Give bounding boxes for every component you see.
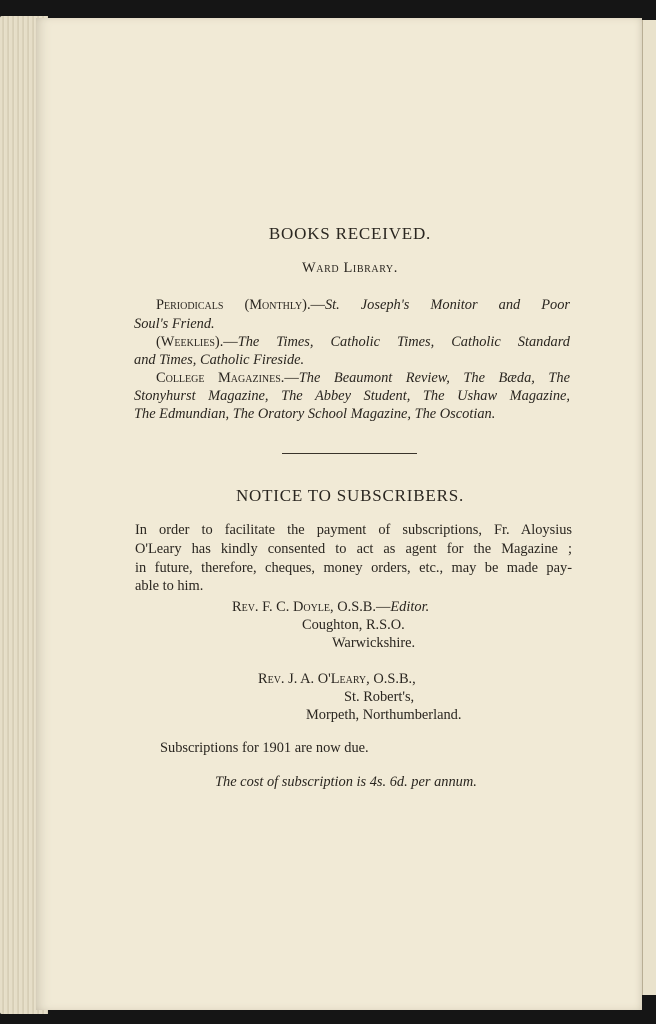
- college-label: College Magazines.—: [156, 370, 299, 386]
- subscriptions-due: Subscriptions for 1901 are now due.: [160, 740, 369, 756]
- periodicals-text-1: St. Joseph's Monitor and Poor: [324, 297, 571, 313]
- college-text-1: The Beaumont Review, The Bæda, The: [298, 370, 570, 386]
- college-line-3: The Edmundian, The Oratory School Magazine, The Oscotian.: [134, 406, 496, 422]
- books-received-title: BOOKS RECEIVED.: [268, 224, 432, 243]
- notice-line-2: O'Leary has kindly consented to act as agent for the Magazine ;: [135, 541, 572, 557]
- weeklies-text-1: The Times, Catholic Times, Catholic Standard: [237, 334, 570, 350]
- section-divider: [282, 453, 417, 454]
- editor-address-1: Coughton, R.S.O.: [302, 617, 405, 633]
- editor-role: Editor.: [390, 599, 430, 615]
- editor-name: Rev. F. C. Doyle, O.S.B.—: [232, 599, 391, 615]
- notice-line-4: able to him.: [135, 578, 204, 594]
- college-line-2: Stonyhurst Magazine, The Abbey Student, The Ushaw Magazine,: [134, 388, 570, 404]
- agent-name: Rev. J. A. O'Leary, O.S.B.,: [258, 671, 416, 687]
- notice-line-1: In order to facilitate the payment of subscriptions, Fr. Aloysius: [135, 522, 572, 538]
- weeklies-line-1: [156, 333, 570, 351]
- notice-title: NOTICE TO SUBSCRIBERS.: [235, 486, 465, 505]
- college-line-1: [156, 369, 570, 387]
- periodicals-line-1: [156, 296, 570, 314]
- editor-name-line: [232, 598, 429, 616]
- agent-address-2: Morpeth, Northumberland.: [306, 707, 462, 723]
- periodicals-line-2: Soul's Friend.: [134, 316, 215, 332]
- notice-line-3: in future, therefore, cheques, money orders, etc., may be made pay-: [135, 560, 572, 576]
- editor-address-2: Warwickshire.: [332, 635, 416, 651]
- facing-page-edge: [642, 20, 656, 995]
- agent-address-1: St. Robert's,: [344, 689, 415, 705]
- ward-library-subtitle: Ward Library.: [302, 260, 398, 276]
- page-sheet: [36, 18, 642, 1010]
- periodicals-label: Periodicals (Monthly).—: [156, 297, 325, 313]
- weeklies-line-2: and Times, Catholic Fireside.: [134, 352, 305, 368]
- weeklies-label: (Weeklies).—: [156, 334, 238, 350]
- subscription-cost: The cost of subscription is 4s. 6d. per annum.: [215, 774, 477, 790]
